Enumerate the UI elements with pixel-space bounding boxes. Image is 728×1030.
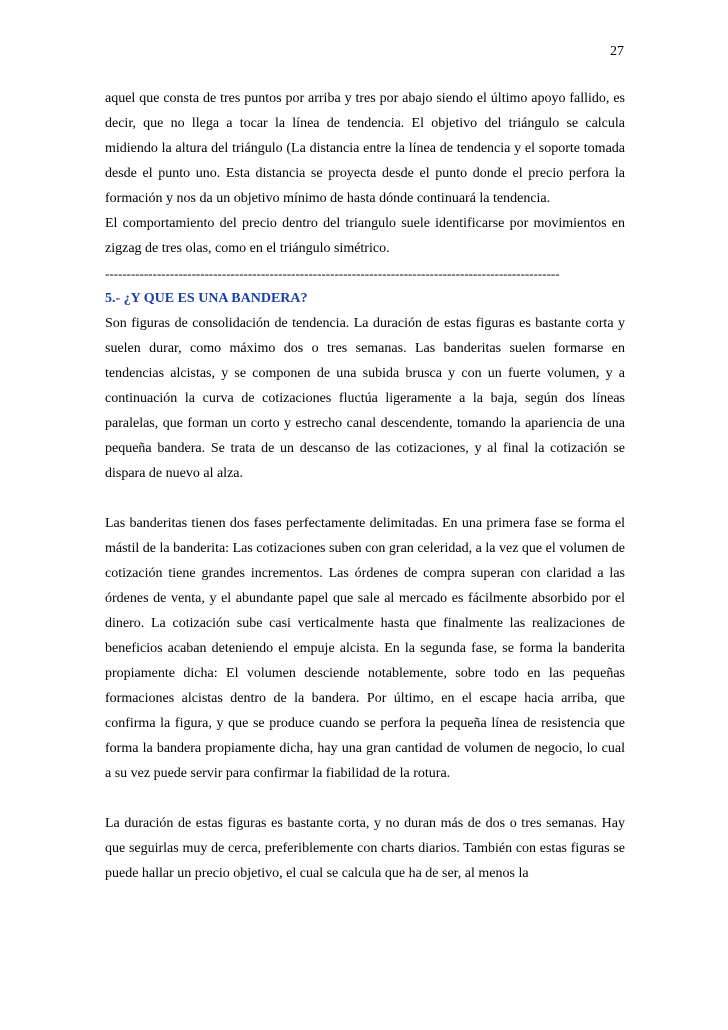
paragraph-triangle-behavior: El comportamiento del precio dentro del triangulo suele identificarse por movimientos en zigzag de tres olas, como en el triángulo simétrico. <box>105 216 625 256</box>
paragraph-flag-phases: Las banderitas tienen dos fases perfectamente delimitadas. En una primera fase se forma el mástil de la banderita: Las cotizaciones suben con gran celeridad, a la vez que el volumen de cotización tiene grandes incrementos. Las órdenes de compra superan con claridad a las órdenes de venta, y el abundante papel que sale al mercado es fácilmente absorbido por el dinero. La cotización sube casi verticalmente hasta que finalmente las realizaciones de beneficios acaban deteniendo el empuje alcista. En la segunda fase, se forma la banderita propiamente dicha: El volumen desciende notablemente, sobre todo en las pequeñas formaciones alcistas dentro de la bandera. Por último, en el escape hacia arriba, que confirma la figura, y que se produce cuando se perfora la pequeña línea de resistencia que forma la bandera propiamente dicha, hay una gran cantidad de volumen de negocio, lo cual a su vez puede servir para confirmar la fiabilidad de la rotura. <box>105 516 625 781</box>
page-number: 27 <box>610 44 624 59</box>
paragraph-flag-definition: Son figuras de consolidación de tendencia. La duración de estas figuras es bastante corta y suelen durar, como máximo dos o tres semanas. Las banderitas suelen formarse en tendencias alcistas, y se componen de una subida brusca y con un fuerte volumen, y a continuación la curva de cotizaciones fluctúa ligeramente a la baja, según dos líneas paralelas, que forman un corto y estrecho canal descendente, tomando la apariencia de una pequeña bandera. Se trata de un descanso de las cotizaciones, y al final la cotización se dispara de nuevo al alza. <box>105 316 625 481</box>
document-body <box>105 86 625 886</box>
section-divider: --------------------------------------------------------------------------------------------------------- <box>105 266 560 281</box>
paragraph-triangle-objective: aquel que consta de tres puntos por arriba y tres por abajo siendo el último apoyo fallido, es decir, que no llega a tocar la línea de tendencia. El objetivo del triángulo se calcula midiendo la altura del triángulo (La distancia entre la línea de tendencia y el soporte tomada desde el punto uno. Esta distancia se proyecta desde el punto donde el precio perfora la formación y nos da un objetivo mínimo de hasta dónde continuará la tendencia. <box>105 91 625 206</box>
section-heading: 5.- ¿Y QUE ES UNA BANDERA? <box>105 291 308 306</box>
paragraph-flag-duration: La duración de estas figuras es bastante corta, y no duran más de dos o tres semanas. Hay que seguirlas muy de cerca, preferiblemente con charts diarios. También con estas figuras se puede hallar un precio objetivo, el cual se calcula que ha de ser, al menos la <box>105 816 625 881</box>
